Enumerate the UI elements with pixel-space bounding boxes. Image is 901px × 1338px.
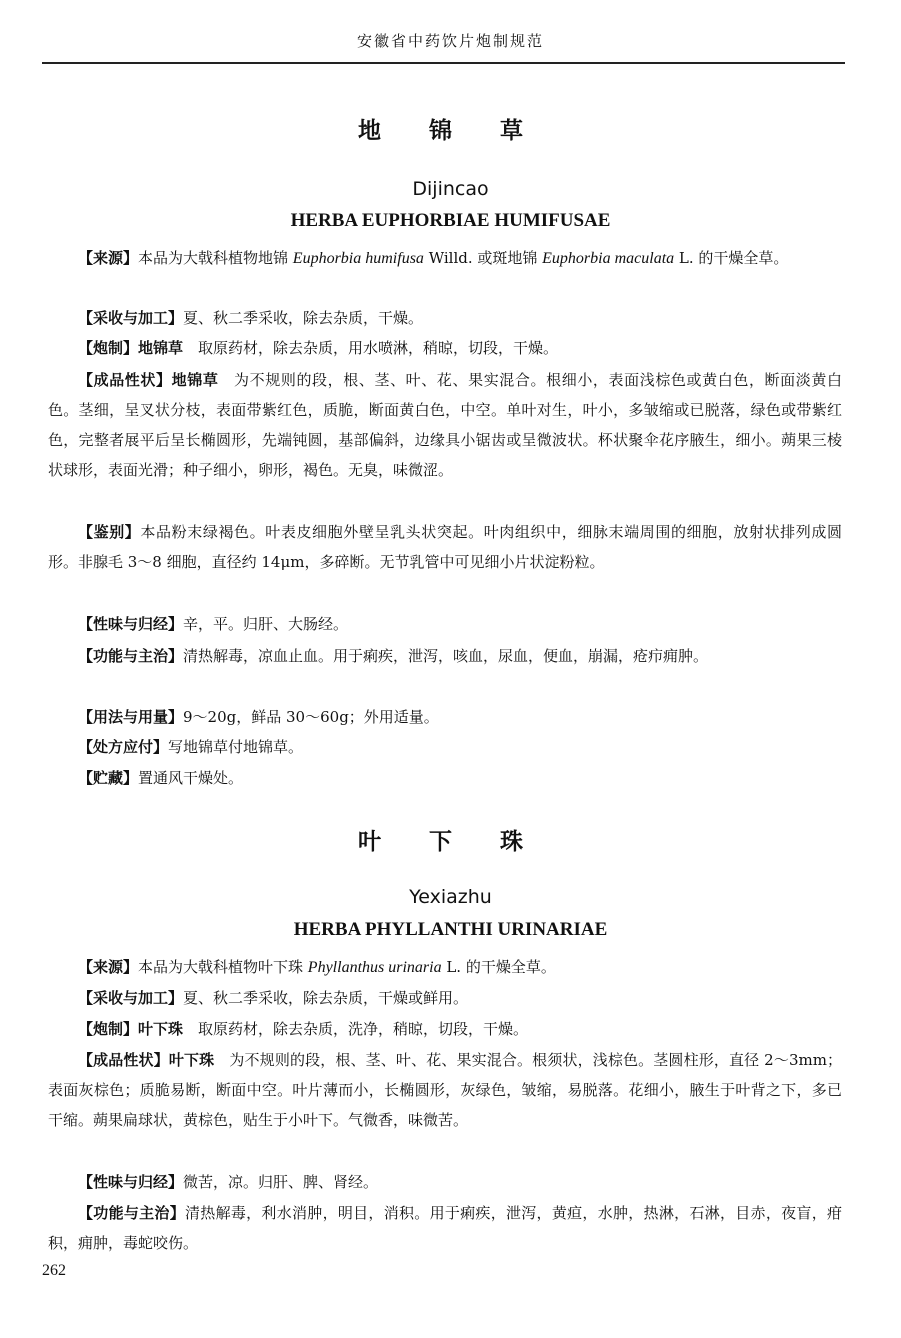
section-nature-meridian: 【性味与归经】微苦，凉。归肝、脾、肾经。 [78, 1173, 379, 1191]
section-dosage: 【用法与用量】9～20g，鲜品 30～60g；外用适量。 [78, 708, 439, 726]
section-label: 【来源】 [78, 249, 139, 267]
section-characteristics: 【成品性状】地锦草 为不规则的段，根、茎、叶、花、果实混合。根细小，表面浅棕色或黄白色，断面淡黄白色。茎细，呈叉状分枝，表面带紫红色，质脆，断面黄白色，中空。单叶对生，叶小，多皱缩或已脱落，绿色或带紫红色，完整者展平后呈长椭圆形，先端钝圆，基部偏斜，边缘具小锯齿或呈微波状。杯状聚伞花序腋生，细小。蒴果三棱状球形，表面光滑；种子细小，卵形，褐色。无臭，味微涩。 [48, 371, 842, 479]
entry-pinyin: Dijincao [412, 178, 489, 200]
entry-pinyin: Yexiazhu [409, 886, 492, 908]
section-harvest: 【采收与加工】夏、秋二季采收，除去杂质，干燥。 [78, 309, 424, 327]
section-identification: 【鉴别】本品粉末绿褐色。叶表皮细胞外壁呈乳头状突起。叶肉组织中，细脉末端周围的细胞，放射状排列成圆形。非腺毛 3～8 细胞，直径约 14μm，多碎断。无节乳管中可见细小片状淀粉粒。 [48, 523, 842, 571]
entry-latin-name: HERBA PHYLLANTHI URINARIAE [293, 919, 608, 940]
section-source: 【来源】本品为大戟科植物叶下珠 Phyllanthus urinaria L. 的干燥全草。 [78, 958, 556, 976]
section-functions: 【功能与主治】清热解毒，利水消肿，明目，消积。用于痢疾，泄泻，黄疸，水肿，热淋，石淋，目赤，夜盲，疳积，痈肿，毒蛇咬伤。 [48, 1204, 842, 1252]
latin-species-name: Phyllanthus urinaria [307, 959, 442, 976]
header-rule [42, 62, 845, 64]
section-harvest: 【采收与加工】夏、秋二季采收，除去杂质，干燥或鲜用。 [78, 989, 469, 1007]
section-processing: 【炮制】叶下珠 取原药材，除去杂质，洗净，稍晾，切段，干燥。 [78, 1020, 529, 1038]
latin-species-name: Euphorbia maculata [542, 250, 675, 267]
section-processing: 【炮制】地锦草 取原药材，除去杂质，用水喷淋，稍晾，切段，干燥。 [78, 339, 559, 357]
page-number: 262 [42, 1262, 66, 1279]
section-nature-meridian: 【性味与归经】辛，平。归肝、大肠经。 [78, 615, 349, 633]
running-header: 安徽省中药饮片炮制规范 [356, 32, 544, 50]
section-characteristics: 【成品性状】叶下珠 为不规则的段，根、茎、叶、花、果实混合。根须状，浅棕色。茎圆柱形，直径 2～3mm；表面灰棕色；质脆易断，断面中空。叶片薄而小，长椭圆形，灰绿色，皱缩，易脱落。花细小，腋生于叶背之下，多已干缩。蒴果扁球状，黄棕色，贴生于小叶下。气微香，味微苦。 [48, 1051, 842, 1129]
entry-latin-name: HERBA EUPHORBIAE HUMIFUSAE [290, 210, 611, 231]
latin-species-name: Euphorbia humifusa [292, 250, 424, 267]
section-functions: 【功能与主治】清热解毒，凉血止血。用于痢疾，泄泻，咳血，尿血，便血，崩漏，疮疖痈肿。 [78, 647, 709, 665]
entry-title: 叶 下 珠 [357, 829, 543, 855]
section-storage: 【贮藏】置通风干燥处。 [78, 769, 244, 787]
entry-title: 地 锦 草 [357, 118, 543, 144]
section-prescription: 【处方应付】写地锦草付地锦草。 [78, 738, 304, 756]
section-source: 【来源】本品为大戟科植物地锦 Euphorbia humifusa Willd. 或斑地锦 Euphorbia maculata L. 的干燥全草。 [78, 249, 789, 267]
